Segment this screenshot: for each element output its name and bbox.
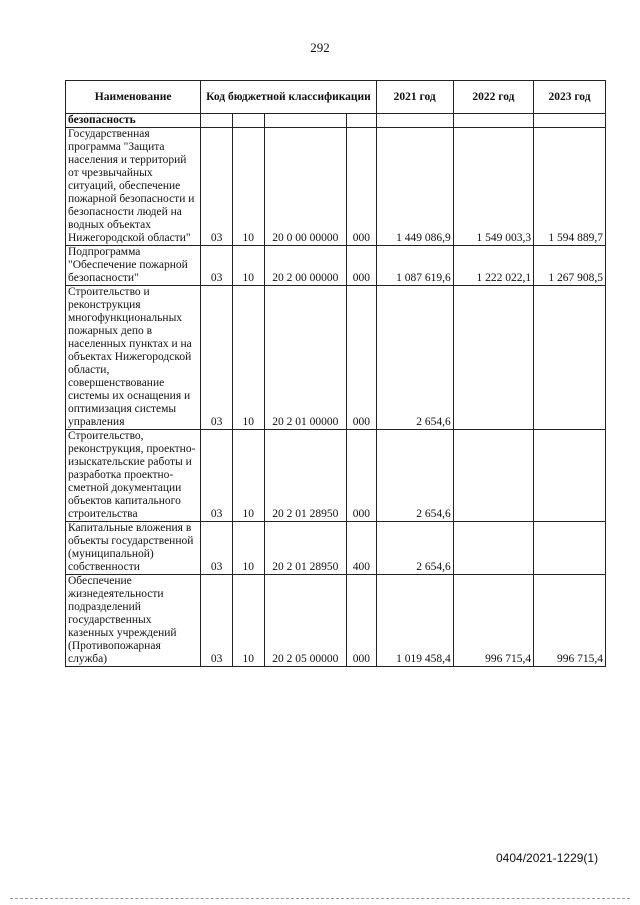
value-2022 xyxy=(453,286,533,430)
value-2021: 1 087 619,6 xyxy=(376,246,453,286)
header-2023: 2023 год xyxy=(534,81,606,114)
code-target: 20 2 01 00000 xyxy=(264,286,346,430)
value-2021: 2 654,6 xyxy=(376,430,453,522)
code-subsection: 10 xyxy=(232,575,264,667)
code-target xyxy=(264,114,346,128)
value-2021 xyxy=(376,114,453,128)
code-target: 20 2 01 28950 xyxy=(264,430,346,522)
code-section: 03 xyxy=(201,128,233,246)
code-target: 20 2 00 00000 xyxy=(264,246,346,286)
value-2021: 1 019 458,4 xyxy=(376,575,453,667)
code-section: 03 xyxy=(201,522,233,575)
code-subsection xyxy=(232,114,264,128)
table-header-row xyxy=(66,81,606,114)
code-expense-type: 000 xyxy=(347,575,377,667)
value-2022 xyxy=(453,430,533,522)
row-name: безопасность xyxy=(66,114,201,128)
row-name: Обеспечение жизнедеятельности подразделений государственных казенных учреждений (Противопожарная служба) xyxy=(66,575,201,667)
code-subsection: 10 xyxy=(232,430,264,522)
code-section: 03 xyxy=(201,286,233,430)
value-2022 xyxy=(453,114,533,128)
code-expense-type xyxy=(347,114,377,128)
table-row xyxy=(66,522,606,575)
code-section xyxy=(201,114,233,128)
row-name: Капитальные вложения в объекты государственной (муниципальной) собственности xyxy=(66,522,201,575)
code-subsection: 10 xyxy=(232,522,264,575)
value-2023 xyxy=(534,430,606,522)
header-code: Код бюджетной классификации xyxy=(201,81,376,114)
value-2021: 2 654,6 xyxy=(376,522,453,575)
table-row xyxy=(66,430,606,522)
code-section: 03 xyxy=(201,246,233,286)
header-2022: 2022 год xyxy=(453,81,533,114)
value-2023 xyxy=(534,114,606,128)
header-2021: 2021 год xyxy=(376,81,453,114)
code-section: 03 xyxy=(201,575,233,667)
code-target: 20 2 05 00000 xyxy=(264,575,346,667)
table-row xyxy=(66,128,606,246)
value-2022 xyxy=(453,522,533,575)
document-id: 0404/2021-1229(1) xyxy=(496,851,599,865)
code-expense-type: 000 xyxy=(347,246,377,286)
table-row xyxy=(66,114,606,128)
code-subsection: 10 xyxy=(232,128,264,246)
row-name: Государственная программа "Защита населения и территорий от чрезвычайных ситуаций, обеспечение пожарной безопасности и безопасности людей на водных объектах Нижегородской области" xyxy=(66,128,201,246)
value-2022: 1 549 003,3 xyxy=(453,128,533,246)
table-row xyxy=(66,286,606,430)
value-2023: 1 594 889,7 xyxy=(534,128,606,246)
row-name: Строительство, реконструкция, проектно-изыскательские работы и разработка проектно-сметной документации объектов капитального строительства xyxy=(66,430,201,522)
row-name: Подпрограмма "Обеспечение пожарной безопасности" xyxy=(66,246,201,286)
value-2023 xyxy=(534,522,606,575)
row-name: Строительство и реконструкция многофункциональных пожарных депо в населенных пунктах и на объектах Нижегородской области, совершенствование системы их оснащения и оптимизация системы управления xyxy=(66,286,201,430)
table-row xyxy=(66,575,606,667)
code-section: 03 xyxy=(201,430,233,522)
code-target: 20 2 01 28950 xyxy=(264,522,346,575)
code-expense-type: 400 xyxy=(347,522,377,575)
code-target: 20 0 00 00000 xyxy=(264,128,346,246)
value-2021: 2 654,6 xyxy=(376,286,453,430)
table-row xyxy=(66,246,606,286)
value-2023 xyxy=(534,286,606,430)
code-subsection: 10 xyxy=(232,286,264,430)
value-2022: 1 222 022,1 xyxy=(453,246,533,286)
page-number: 292 xyxy=(310,40,330,55)
value-2023: 996 715,4 xyxy=(534,575,606,667)
code-expense-type: 000 xyxy=(347,128,377,246)
value-2022: 996 715,4 xyxy=(453,575,533,667)
code-subsection: 10 xyxy=(232,246,264,286)
bottom-divider xyxy=(10,898,630,899)
code-expense-type: 000 xyxy=(347,286,377,430)
code-expense-type: 000 xyxy=(347,430,377,522)
value-2023: 1 267 908,5 xyxy=(534,246,606,286)
header-name: Наименование xyxy=(66,81,201,114)
value-2021: 1 449 086,9 xyxy=(376,128,453,246)
budget-table xyxy=(65,80,606,667)
